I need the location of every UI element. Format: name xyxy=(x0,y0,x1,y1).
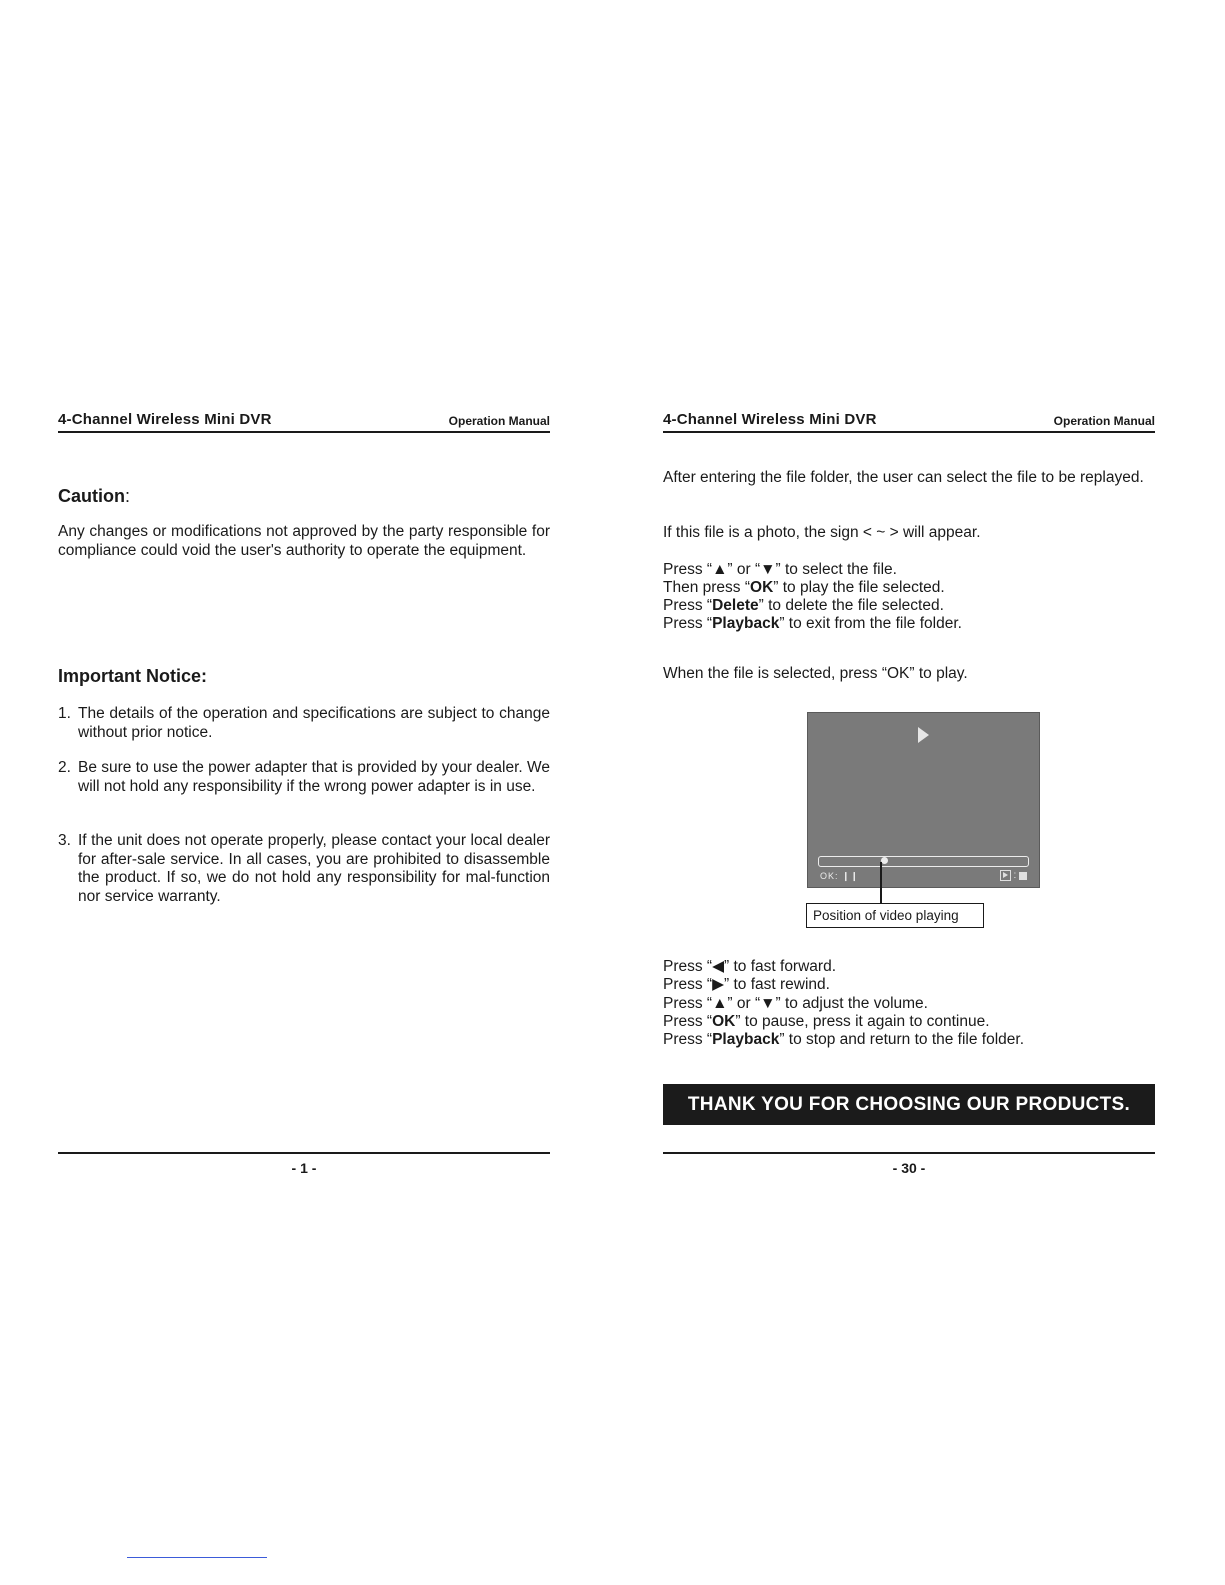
page-header xyxy=(663,411,1155,433)
progress-knob xyxy=(881,857,888,864)
caution-text: Any changes or modifications not approved by the party responsible for compliance could void the user's authority to operate the equipment. xyxy=(58,523,550,559)
ok-pause-label: OK: ❙❙ xyxy=(820,871,860,881)
notice-item: 2. Be sure to use the power adapter that is provided by your dealer. We will not hold any responsibility if the wrong power adapter is in use. xyxy=(58,759,550,795)
left-page xyxy=(58,0,550,1585)
header-subtitle: Operation Manual xyxy=(448,414,550,428)
control-line: Then press “OK” to play the file selected. xyxy=(663,579,945,596)
link-underline xyxy=(127,1557,267,1558)
caution-heading: Caution: xyxy=(58,486,131,506)
callout-label: Position of video playing xyxy=(806,903,984,928)
page-header xyxy=(58,411,550,433)
page-number: - 30 - xyxy=(892,1160,926,1176)
control-line: Press “▲” or “▼” to select the file. xyxy=(663,561,897,578)
header-title: 4-Channel Wireless Mini DVR xyxy=(58,411,272,428)
control-line: Press “Playback” to exit from the file folder. xyxy=(663,615,962,632)
callout-connector xyxy=(880,862,882,904)
stop-icon xyxy=(1019,872,1027,880)
control-line: Press “OK” to pause, press it again to continue. xyxy=(663,1013,990,1030)
control-line: Press “▶” to fast rewind. xyxy=(663,976,830,993)
playback-screen-illustration xyxy=(807,712,1040,888)
header-subtitle: Operation Manual xyxy=(1053,414,1155,428)
page-number: - 1 - xyxy=(291,1160,317,1176)
notice-item: 1. The details of the operation and specifications are subject to change without prior notice. xyxy=(58,705,550,741)
playback-stop-label: : xyxy=(1000,870,1027,881)
control-line: Press “Delete” to delete the file selected. xyxy=(663,597,944,614)
photo-sign-text: If this file is a photo, the sign < ~ > will appear. xyxy=(663,524,981,541)
footer-rule xyxy=(663,1152,1155,1154)
right-page xyxy=(663,0,1155,1585)
when-selected-text: When the file is selected, press “OK” to play. xyxy=(663,665,968,682)
control-line: Press “Playback” to stop and return to the file folder. xyxy=(663,1031,1025,1048)
control-line: Press “▲” or “▼” to adjust the volume. xyxy=(663,995,928,1012)
intro-text: After entering the file folder, the user can select the file to be replayed. xyxy=(663,469,1144,486)
notice-item: 3. If the unit does not operate properly, please contact your local dealer for after-sale service. In all cases, you are prohibited to disassemble the product. If so, we do not hold any responsibility for mal-function nor service warranty. xyxy=(58,832,550,905)
progress-bar xyxy=(818,856,1029,867)
control-line: Press “◀” to fast forward. xyxy=(663,958,836,975)
footer-rule xyxy=(58,1152,550,1154)
header-title: 4-Channel Wireless Mini DVR xyxy=(663,411,877,428)
playback-icon xyxy=(1000,870,1011,881)
thank-you-banner: THANK YOU FOR CHOOSING OUR PRODUCTS. xyxy=(663,1084,1155,1125)
notice-heading: Important Notice: xyxy=(58,666,208,686)
play-icon xyxy=(918,727,929,743)
